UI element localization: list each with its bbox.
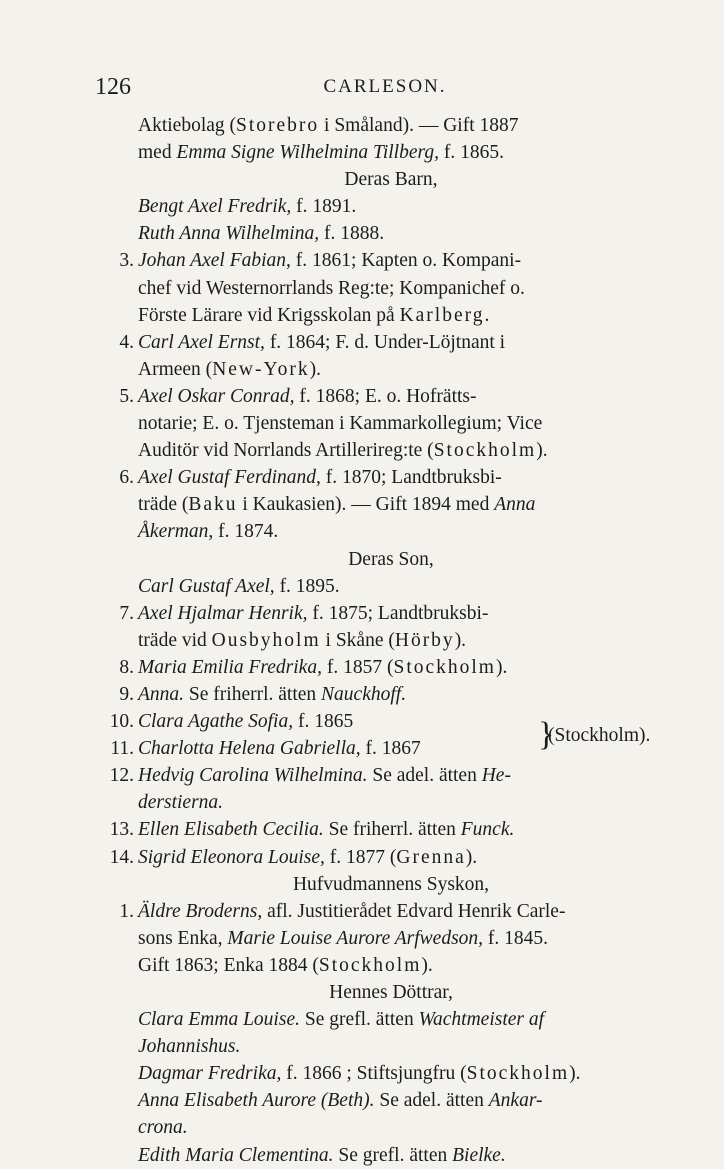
text-run: Se adel. ätten (374, 1090, 489, 1112)
text-line (76, 220, 676, 247)
text-line (76, 1033, 676, 1060)
text-line (76, 952, 676, 979)
text-run: Ousbyholm (211, 629, 321, 651)
text-run: träde ( (138, 494, 189, 516)
text-run: f. 1845. (483, 927, 549, 949)
italic-name: crona. (138, 1117, 188, 1139)
text-line (76, 627, 676, 654)
italic-name: He- (481, 765, 511, 787)
italic-name: derstierna. (138, 792, 224, 814)
entry-number: 13. (109, 819, 134, 841)
text-run: Grenna (396, 846, 466, 868)
text-run: New-York (212, 358, 310, 380)
text-line (76, 518, 676, 545)
text-line (76, 464, 676, 491)
text-run: Deras Barn, (344, 169, 438, 191)
italic-name: Anna Elisabeth Aurore (Beth). (138, 1090, 375, 1112)
entry-number: 4. (119, 331, 134, 353)
text-line (76, 654, 676, 681)
text-line (76, 139, 676, 166)
italic-name: Maria Emilia Fredrika, (138, 656, 322, 678)
text-run: Stockholm (318, 954, 422, 976)
text-run: f. 1875; Landtbruksbi- (307, 602, 489, 624)
text-line (76, 491, 676, 518)
text-line (76, 844, 676, 871)
text-line (76, 762, 676, 789)
text-run: Storebro (236, 115, 320, 136)
text-run: f. 1867 (360, 738, 421, 760)
entry-number: 14. (109, 846, 134, 868)
genealogy-text (76, 112, 676, 1169)
text-run: med (138, 142, 177, 164)
text-run: Gift 1863; Enka 1884 ( (138, 954, 319, 976)
italic-name: Edith Maria Clementina. (138, 1144, 334, 1166)
page-header (95, 66, 675, 100)
italic-name: Emma Signe Wilhelmina Tillberg, (176, 142, 439, 164)
text-run: f. 1888. (319, 223, 385, 245)
entry-number: 7. (119, 602, 134, 624)
text-run: Auditör vid Norrlands Artillerireg:te ( (138, 440, 434, 462)
text-run: f. 1865 (293, 711, 354, 733)
text-line (76, 112, 676, 139)
italic-name: Åkerman, (138, 521, 214, 543)
entry-number: 11. (110, 738, 134, 760)
text-run: Deras Son, (348, 548, 434, 570)
italic-name: Ankar- (488, 1090, 543, 1112)
italic-name: Axel Oskar Conrad, (138, 385, 295, 407)
text-line (76, 437, 676, 464)
italic-name: Ruth Anna Wilhelmina, (138, 223, 320, 245)
italic-name: Carl Gustaf Axel, (138, 575, 275, 597)
entry-number: 8. (119, 656, 134, 678)
italic-name: Dagmar Fredrika, (138, 1063, 282, 1085)
text-line (76, 193, 676, 220)
text-run: f. 1891. (291, 196, 357, 218)
text-line (76, 1142, 676, 1169)
text-line (76, 925, 676, 952)
text-line (76, 410, 676, 437)
text-run: i Skåne ( (320, 629, 395, 651)
text-run: ). (309, 358, 321, 380)
text-line (76, 166, 676, 193)
text-line (76, 275, 676, 302)
italic-name: Anna. (138, 683, 185, 705)
text-line (76, 356, 676, 383)
text-line (76, 735, 676, 762)
text-run: ). (454, 629, 467, 651)
text-run: Stockholm (433, 440, 537, 462)
italic-name: Marie Louise Aurore Arfwedson, (227, 927, 484, 949)
text-run: f. 1866 ; Stiftsjungfru ( (281, 1063, 467, 1085)
text-run: f. 1864; F. d. Under-Löjtnant i (264, 331, 506, 353)
text-run: Se friherrl. ätten (184, 683, 322, 705)
text-line (76, 789, 676, 816)
italic-name: Charlotta Helena Gabriella, (138, 738, 361, 760)
text-line (76, 816, 676, 843)
italic-name: Äldre Broderns, (138, 900, 263, 922)
italic-name: Sigrid Eleonora Louise, (138, 846, 325, 868)
text-run: Stockholm (466, 1063, 570, 1085)
text-line (76, 1114, 676, 1141)
text-run: Aktiebolag ( (138, 115, 237, 136)
text-run: Se grefl. ätten (299, 1009, 419, 1031)
bracket-note: (Stockholm). (548, 725, 651, 747)
text-line (76, 302, 676, 329)
text-run: ). (569, 1063, 581, 1085)
page-number: 126 (95, 74, 131, 100)
entry-number: 6. (119, 467, 134, 489)
italic-name: Bengt Axel Fredrik, (138, 196, 292, 218)
italic-name: Johan Axel Fabian, (138, 250, 291, 272)
entry-number: 3. (119, 250, 134, 272)
text-line (76, 573, 676, 600)
italic-name: Axel Hjalmar Henrik, (138, 602, 308, 624)
text-run: Armeen ( (138, 358, 213, 380)
italic-name: Wachtmeister af (418, 1009, 545, 1031)
text-line (76, 1087, 676, 1114)
entry-number: 5. (119, 385, 134, 407)
text-run: ). (465, 846, 478, 868)
brace-mark: } (538, 716, 555, 754)
text-run: f. 1870; Landtbruksbi- (320, 467, 502, 489)
text-run: Karlberg. (399, 304, 492, 326)
text-run: Hennes Döttrar, (329, 982, 453, 1003)
text-run: Se adel. ätten (367, 765, 482, 787)
text-run: f. 1895. (274, 575, 340, 597)
italic-name: Hedvig Carolina Wilhelmina. (138, 765, 368, 787)
running-head: CARLESON. (323, 76, 447, 97)
text-run: i Småland). — Gift 1887 (319, 115, 519, 136)
italic-name: Bielke. (452, 1144, 506, 1166)
text-run: Se friherrl. ätten (323, 819, 461, 841)
text-run: ). (421, 954, 433, 976)
italic-name: Carl Axel Ernst, (138, 331, 265, 353)
text-run: f. 1865. (438, 142, 504, 164)
entry-number: 10. (109, 711, 134, 733)
text-line (76, 383, 676, 410)
text-line (76, 898, 676, 925)
italic-name: Ellen Elisabeth Cecilia. (138, 819, 324, 841)
text-run: afl. Justitierådet Edvard Henrik Carle- (262, 900, 566, 922)
text-run: ). (495, 656, 508, 678)
text-run: i Kaukasien). — Gift 1894 med (237, 494, 495, 516)
text-run: f. 1857 ( (321, 656, 394, 678)
text-run: f. 1861; Kapten o. Kompani- (290, 250, 522, 272)
text-run: f. 1874. (213, 521, 279, 543)
entry-number: 1. (119, 900, 134, 922)
text-line (76, 681, 676, 708)
italic-name: Nauckhoff. (321, 683, 407, 705)
italic-name: Axel Gustaf Ferdinand, (138, 467, 321, 489)
italic-name: Johannishus. (138, 1036, 241, 1058)
text-line (76, 600, 676, 627)
italic-name: Clara Emma Louise. (138, 1009, 300, 1031)
italic-name: Funck. (460, 819, 515, 841)
text-run: Baku (188, 494, 238, 516)
text-run: f. 1877 ( (324, 846, 397, 868)
text-line (76, 1060, 676, 1087)
entry-number: 12. (109, 765, 134, 787)
text-run: Hörby (394, 629, 455, 651)
text-run: Stockholm (393, 656, 496, 678)
text-run: Se grefl. ätten (333, 1144, 453, 1166)
italic-name: Clara Agathe Sofia, (138, 711, 294, 733)
entry-number: 9. (119, 683, 134, 705)
text-run: Förste Lärare vid Krigsskolan på (138, 304, 400, 326)
text-line (76, 979, 676, 1006)
text-run: ). (536, 440, 548, 462)
text-run: träde vid (138, 629, 212, 651)
text-line (76, 871, 676, 898)
text-run: sons Enka, (138, 927, 228, 949)
text-line (76, 1006, 676, 1033)
text-line (76, 247, 676, 274)
text-line (76, 546, 676, 573)
italic-name: Anna (494, 494, 536, 516)
text-line (76, 329, 676, 356)
text-run: chef vid Westernorrlands Reg:te; Kompanichef o. (138, 277, 525, 299)
text-run: f. 1868; E. o. Hofrätts- (294, 385, 477, 407)
text-run: Hufvudmannens Syskon, (292, 873, 490, 895)
text-run: notarie; E. o. Tjensteman i Kammarkollegium; Vice (138, 413, 543, 435)
